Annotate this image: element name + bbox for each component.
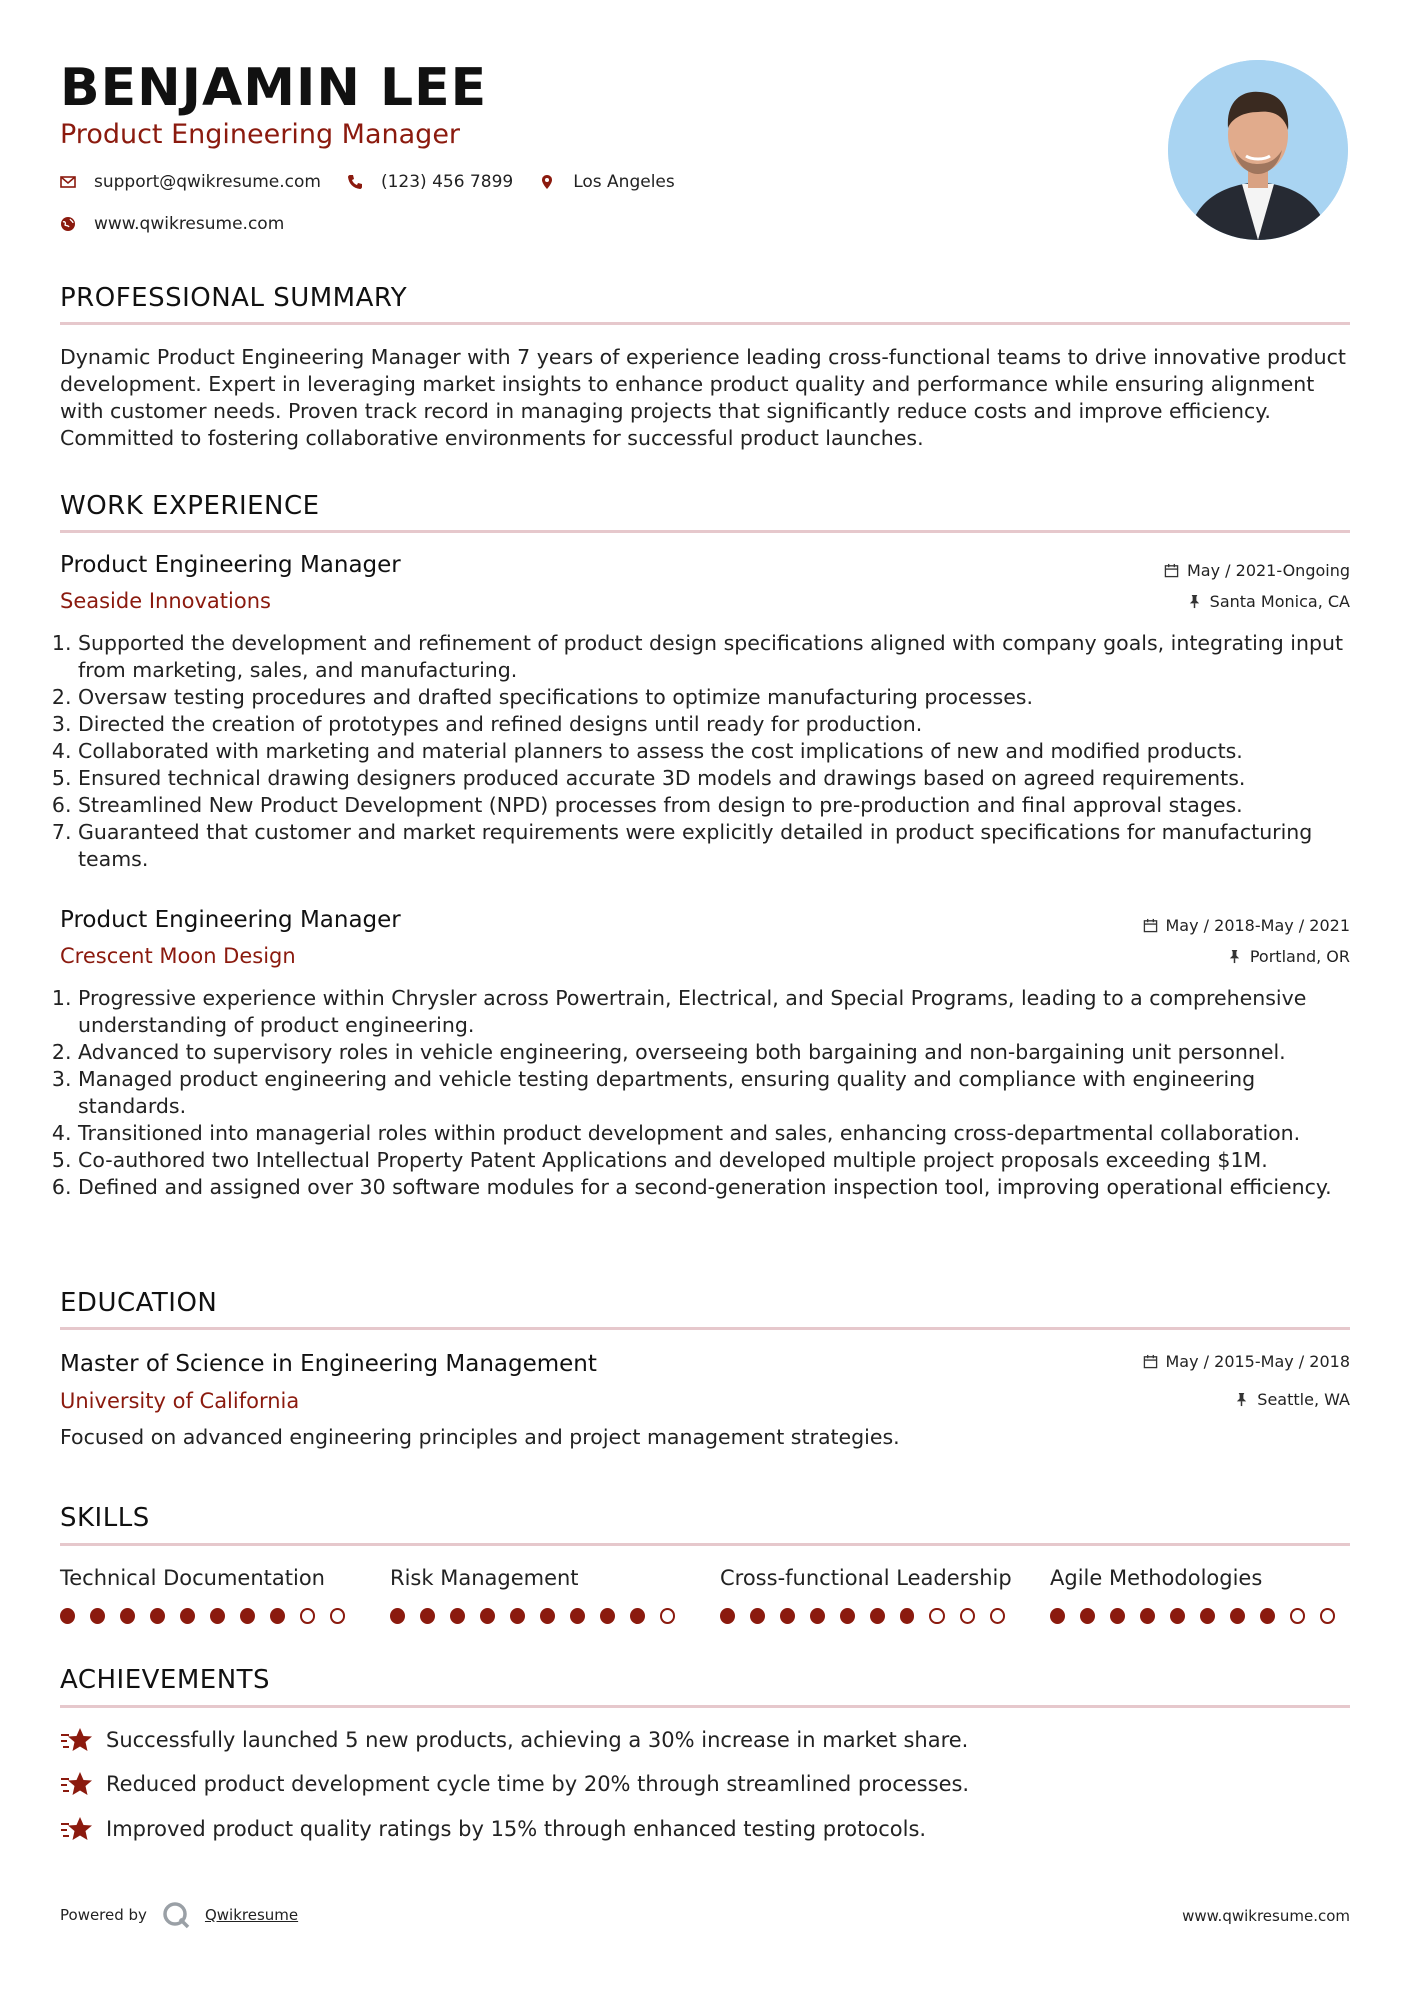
summary-text: Dynamic Product Engineering Manager with 7 years of experience leading cross-functional teams to drive innovative product development. Expert in leveraging market insights to enhance product quality and performance while ensuring alignment with customer needs. Proven track record in managing projects that significantly reduce costs and improve efficiency. Committed to fostering collaborative environments for successful product launches. <box>60 345 1346 450</box>
education-description: Focused on advanced engineering principles and project management strategies. <box>60 1425 900 1449</box>
section-divider <box>60 1705 1350 1708</box>
education-heading: EDUCATION <box>60 1288 218 1318</box>
rating-dot-filled <box>1050 1608 1065 1624</box>
rating-dot-filled <box>900 1608 915 1624</box>
achievements-heading: ACHIEVEMENTS <box>60 1665 271 1695</box>
rating-dot-filled <box>600 1608 615 1624</box>
education-dates-text: May / 2015-May / 2018 <box>1165 1352 1350 1371</box>
list-item: 3. Directed the creation of prototypes and refined designs until ready for production. <box>78 711 1368 738</box>
star-icon <box>60 1726 94 1754</box>
job-2-dates <box>1143 916 1351 935</box>
section-divider <box>60 322 1350 325</box>
candidate-name: BENJAMIN LEE <box>60 58 488 118</box>
job-2-dates-text: May / 2018-May / 2021 <box>1165 916 1350 935</box>
website-text: www.qwikresume.com <box>94 214 285 234</box>
skill-name: Technical Documentation <box>60 1566 325 1590</box>
skill-item <box>390 1564 690 1624</box>
list-item: 6. Streamlined New Product Development (NPD) processes from design to pre-production and final approval stages. <box>78 792 1368 819</box>
rating-dot-filled <box>270 1608 285 1624</box>
envelope-icon <box>60 174 76 190</box>
rating-dot-filled <box>150 1608 165 1624</box>
school-name: University of California <box>60 1389 300 1413</box>
section-divider <box>60 530 1350 533</box>
achievement-text: Improved product quality ratings by 15% through enhanced testing protocols. <box>106 1817 927 1841</box>
pushpin-icon <box>1187 594 1202 609</box>
contact-location <box>539 172 675 192</box>
job-1-title: Product Engineering Manager <box>60 552 401 578</box>
pushpin-icon <box>1227 949 1242 964</box>
contact-row-2 <box>60 214 310 234</box>
skill-rating <box>1050 1608 1350 1624</box>
rating-dot-filled <box>750 1608 765 1624</box>
footer-powered-by <box>60 1900 298 1930</box>
resume-page <box>60 0 1350 1990</box>
rating-dot-filled <box>210 1608 225 1624</box>
location-text: Los Angeles <box>573 172 675 192</box>
achievement-item <box>60 1726 968 1754</box>
rating-dot-filled <box>1110 1608 1125 1624</box>
skill-rating <box>390 1608 690 1624</box>
rating-dot-filled <box>180 1608 195 1624</box>
summary-heading: PROFESSIONAL SUMMARY <box>60 283 408 313</box>
skill-rating <box>720 1608 1020 1624</box>
rating-dot-filled <box>570 1608 585 1624</box>
rating-dot-filled <box>450 1608 465 1624</box>
education-location-text: Seattle, WA <box>1257 1390 1350 1409</box>
skill-item <box>60 1564 360 1624</box>
powered-by-label: Powered by <box>60 1906 147 1924</box>
rating-dot-filled <box>1140 1608 1155 1624</box>
job-2-company: Crescent Moon Design <box>60 944 296 968</box>
contact-phone[interactable] <box>347 172 513 192</box>
profile-photo <box>1168 60 1348 240</box>
rating-dot-filled <box>120 1608 135 1624</box>
rating-dot-empty <box>330 1608 345 1624</box>
email-text: support@qwikresume.com <box>94 172 321 192</box>
achievement-text: Reduced product development cycle time by 20% through streamlined processes. <box>106 1772 970 1796</box>
rating-dot-filled <box>840 1608 855 1624</box>
skill-name: Agile Methodologies <box>1050 1566 1263 1590</box>
list-item: 1. Supported the development and refinement of product design specifications aligned with company goals, integrating input from marketing, sales, and manufacturing. <box>78 630 1368 684</box>
skill-item <box>1050 1564 1350 1624</box>
job-2-bullets <box>60 985 1368 1201</box>
rating-dot-empty <box>990 1608 1005 1624</box>
phone-icon <box>347 174 363 190</box>
calendar-icon <box>1143 918 1158 933</box>
job-1-dates-text: May / 2021-Ongoing <box>1187 561 1350 580</box>
rating-dot-empty <box>960 1608 975 1624</box>
star-icon <box>60 1815 94 1843</box>
rating-dot-filled <box>780 1608 795 1624</box>
job-2-title: Product Engineering Manager <box>60 907 401 933</box>
list-item: 5. Co-authored two Intellectual Property Patent Applications and developed multiple project proposals exceeding $1M. <box>78 1147 1368 1174</box>
rating-dot-filled <box>480 1608 495 1624</box>
skill-rating <box>60 1608 360 1624</box>
list-item: 4. Transitioned into managerial roles within product development and sales, enhancing cross-departmental collaboration. <box>78 1120 1368 1147</box>
skill-name: Cross-functional Leadership <box>720 1566 1012 1590</box>
job-1-location <box>1187 592 1350 611</box>
rating-dot-empty <box>1320 1608 1335 1624</box>
skill-name: Risk Management <box>390 1566 579 1590</box>
contact-email[interactable] <box>60 172 321 192</box>
list-item: 2. Advanced to supervisory roles in vehicle engineering, overseeing both bargaining and non-bargaining unit personnel. <box>78 1039 1368 1066</box>
rating-dot-filled <box>870 1608 885 1624</box>
achievement-text: Successfully launched 5 new products, achieving a 30% increase in market share. <box>106 1728 969 1752</box>
pushpin-icon <box>1234 1392 1249 1407</box>
list-item: 1. Progressive experience within Chrysler across Powertrain, Electrical, and Special Programs, leading to a comprehensive understanding of product engineering. <box>78 985 1368 1039</box>
job-2-location <box>1227 947 1350 966</box>
avatar-image <box>1168 60 1348 240</box>
job-2-location-text: Portland, OR <box>1249 947 1350 966</box>
rating-dot-filled <box>720 1608 735 1624</box>
job-1-bullets <box>60 630 1368 873</box>
contact-website[interactable] <box>60 214 284 234</box>
globe-icon <box>60 216 76 232</box>
skill-item <box>720 1564 1020 1624</box>
list-item: 3. Managed product engineering and vehicle testing departments, ensuring quality and compliance with engineering standards. <box>78 1066 1368 1120</box>
job-1-company: Seaside Innovations <box>60 589 271 613</box>
rating-dot-empty <box>300 1608 315 1624</box>
rating-dot-filled <box>420 1608 435 1624</box>
rating-dot-filled <box>60 1608 75 1624</box>
map-pin-icon <box>539 174 555 190</box>
candidate-title: Product Engineering Manager <box>60 119 461 150</box>
degree-title: Master of Science in Engineering Management <box>60 1351 597 1377</box>
list-item: 4. Collaborated with marketing and material planners to assess the cost implications of new and modified products. <box>78 738 1368 765</box>
education-dates <box>1143 1352 1351 1371</box>
achievement-item <box>60 1815 926 1843</box>
skills-heading: SKILLS <box>60 1503 150 1533</box>
rating-dot-filled <box>630 1608 645 1624</box>
rating-dot-filled <box>90 1608 105 1624</box>
rating-dot-filled <box>810 1608 825 1624</box>
section-divider <box>60 1543 1350 1546</box>
qwikresume-link[interactable]: Qwikresume <box>204 1906 299 1924</box>
rating-dot-filled <box>1260 1608 1275 1624</box>
list-item: 2. Oversaw testing procedures and drafted specifications to optimize manufacturing processes. <box>78 684 1368 711</box>
calendar-icon <box>1143 1354 1158 1369</box>
rating-dot-filled <box>1170 1608 1185 1624</box>
rating-dot-filled <box>390 1608 405 1624</box>
rating-dot-empty <box>929 1608 944 1624</box>
education-location <box>1234 1390 1350 1409</box>
rating-dot-filled <box>540 1608 555 1624</box>
job-1-dates <box>1164 561 1350 580</box>
rating-dot-filled <box>1080 1608 1095 1624</box>
star-icon <box>60 1770 94 1798</box>
rating-dot-filled <box>1230 1608 1245 1624</box>
rating-dot-filled <box>1200 1608 1215 1624</box>
rating-dot-filled <box>240 1608 255 1624</box>
phone-text: (123) 456 7899 <box>380 172 514 192</box>
list-item: 6. Defined and assigned over 30 software modules for a second-generation inspection tool, improving operational efficiency. <box>78 1174 1368 1201</box>
rating-dot-filled <box>510 1608 525 1624</box>
rating-dot-empty <box>660 1608 675 1624</box>
list-item: 5. Ensured technical drawing designers produced accurate 3D models and drawings based on agreed requirements. <box>78 765 1368 792</box>
calendar-icon <box>1164 563 1179 578</box>
footer-site[interactable]: www.qwikresume.com <box>1182 1907 1350 1925</box>
experience-heading: WORK EXPERIENCE <box>60 491 320 521</box>
section-divider <box>60 1327 1350 1330</box>
rating-dot-empty <box>1290 1608 1305 1624</box>
achievement-item <box>60 1770 969 1798</box>
qwikresume-logo-icon <box>161 1900 191 1930</box>
list-item: 7. Guaranteed that customer and market requirements were explicitly detailed in product specifications for manufacturing teams. <box>78 819 1368 873</box>
job-1-location-text: Santa Monica, CA <box>1209 592 1350 611</box>
contact-row <box>60 172 701 192</box>
